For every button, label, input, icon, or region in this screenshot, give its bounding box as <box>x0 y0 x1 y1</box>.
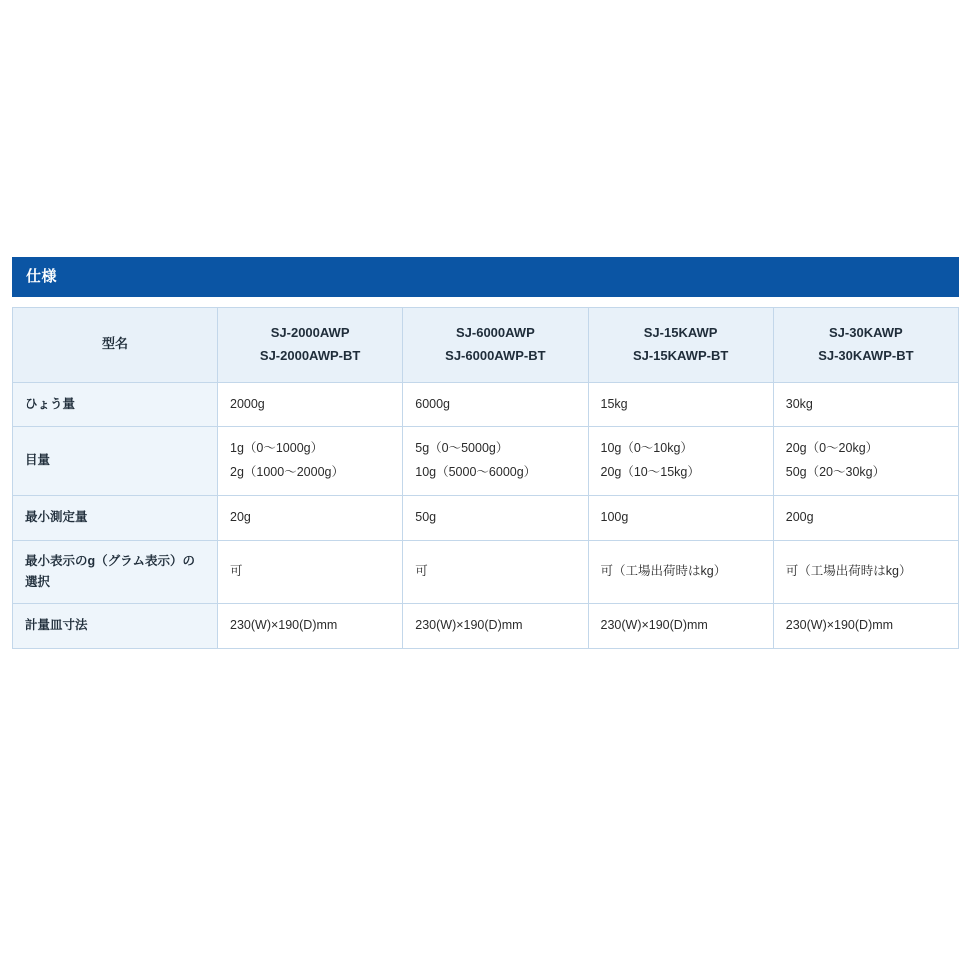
cell-line1: 可（工場出荷時はkg） <box>600 563 727 578</box>
table-cell <box>773 427 958 496</box>
table-cell <box>773 382 958 427</box>
table-head <box>13 308 959 383</box>
cell-line1: 30kg <box>785 396 813 411</box>
cell-line1: 20g（0〜20kg） <box>785 441 879 456</box>
column-header-model-2 <box>403 308 588 383</box>
table-cell <box>773 540 958 604</box>
table-cell <box>403 604 588 649</box>
cell-line1: 230(W)×190(D)mm <box>785 618 894 632</box>
table-row <box>13 495 959 540</box>
cell-line1: 2000g <box>230 396 265 411</box>
row-label-division: 目量 <box>13 427 218 496</box>
cell-line1: 200g <box>785 509 814 524</box>
cell-line2: 2g（1000〜2000g） <box>230 465 344 479</box>
table-header-row <box>13 308 959 383</box>
model-name-line1: SJ-6000AWP <box>455 325 535 340</box>
row-label-pan-dimensions: 計量皿寸法 <box>13 604 218 649</box>
table-row <box>13 540 959 604</box>
table-cell <box>588 382 773 427</box>
cell-line1: 1g（0〜1000g） <box>230 441 324 456</box>
cell-line1: 230(W)×190(D)mm <box>600 618 708 632</box>
table-cell <box>773 495 958 540</box>
column-header-model-name: 型名 <box>13 308 218 383</box>
table-cell <box>403 540 588 604</box>
table-row <box>13 382 959 427</box>
table-cell <box>588 540 773 604</box>
cell-line1: 15kg <box>600 396 628 411</box>
model-name-line2: SJ-2000AWP-BT <box>259 347 361 363</box>
cell-line1: 230(W)×190(D)mm <box>415 618 523 632</box>
cell-line1: 10g（0〜10kg） <box>600 441 693 456</box>
table-cell <box>403 382 588 427</box>
table-cell <box>218 540 403 604</box>
row-label-gram-display-selection: 最小表示のg（グラム表示）の選択 <box>13 540 218 604</box>
cell-line1: 100g <box>600 509 629 524</box>
column-header-model-1 <box>218 308 403 383</box>
table-cell <box>218 382 403 427</box>
cell-line1: 20g <box>230 509 251 524</box>
table-cell <box>773 604 958 649</box>
cell-line1: 可（工場出荷時はkg） <box>785 563 912 578</box>
model-name-line1: SJ-15KAWP <box>643 325 718 340</box>
table-cell <box>588 495 773 540</box>
model-name-line2: SJ-30KAWP-BT <box>818 347 914 363</box>
specifications-table <box>12 307 959 649</box>
cell-line1: 可 <box>415 563 428 578</box>
model-name-line2: SJ-6000AWP-BT <box>445 347 546 363</box>
cell-line2: 20g（10〜15kg） <box>600 465 700 479</box>
model-name-line2: SJ-15KAWP-BT <box>632 347 729 363</box>
table-cell <box>218 495 403 540</box>
cell-line2: 10g（5000〜6000g） <box>415 465 537 479</box>
cell-line1: 50g <box>415 509 437 524</box>
column-header-model-4 <box>773 308 958 383</box>
cell-line1: 230(W)×190(D)mm <box>230 618 338 632</box>
table-body <box>13 382 959 648</box>
specifications-block <box>12 257 959 649</box>
table-cell <box>403 427 588 496</box>
table-cell <box>218 427 403 496</box>
table-row <box>13 427 959 496</box>
section-title-specifications: 仕様 <box>12 257 959 297</box>
column-header-model-3 <box>588 308 773 383</box>
cell-line1: 可 <box>230 563 243 578</box>
cell-line2: 50g（20〜30kg） <box>785 465 886 479</box>
row-label-capacity: ひょう量 <box>13 382 218 427</box>
table-cell <box>403 495 588 540</box>
table-cell <box>588 427 773 496</box>
model-name-line1: SJ-2000AWP <box>270 325 350 340</box>
row-label-minimum-weight: 最小測定量 <box>13 495 218 540</box>
table-row <box>13 604 959 649</box>
table-cell <box>218 604 403 649</box>
cell-line1: 6000g <box>415 396 451 411</box>
model-name-line1: SJ-30KAWP <box>829 325 903 340</box>
table-cell <box>588 604 773 649</box>
cell-line1: 5g（0〜5000g） <box>415 441 509 456</box>
